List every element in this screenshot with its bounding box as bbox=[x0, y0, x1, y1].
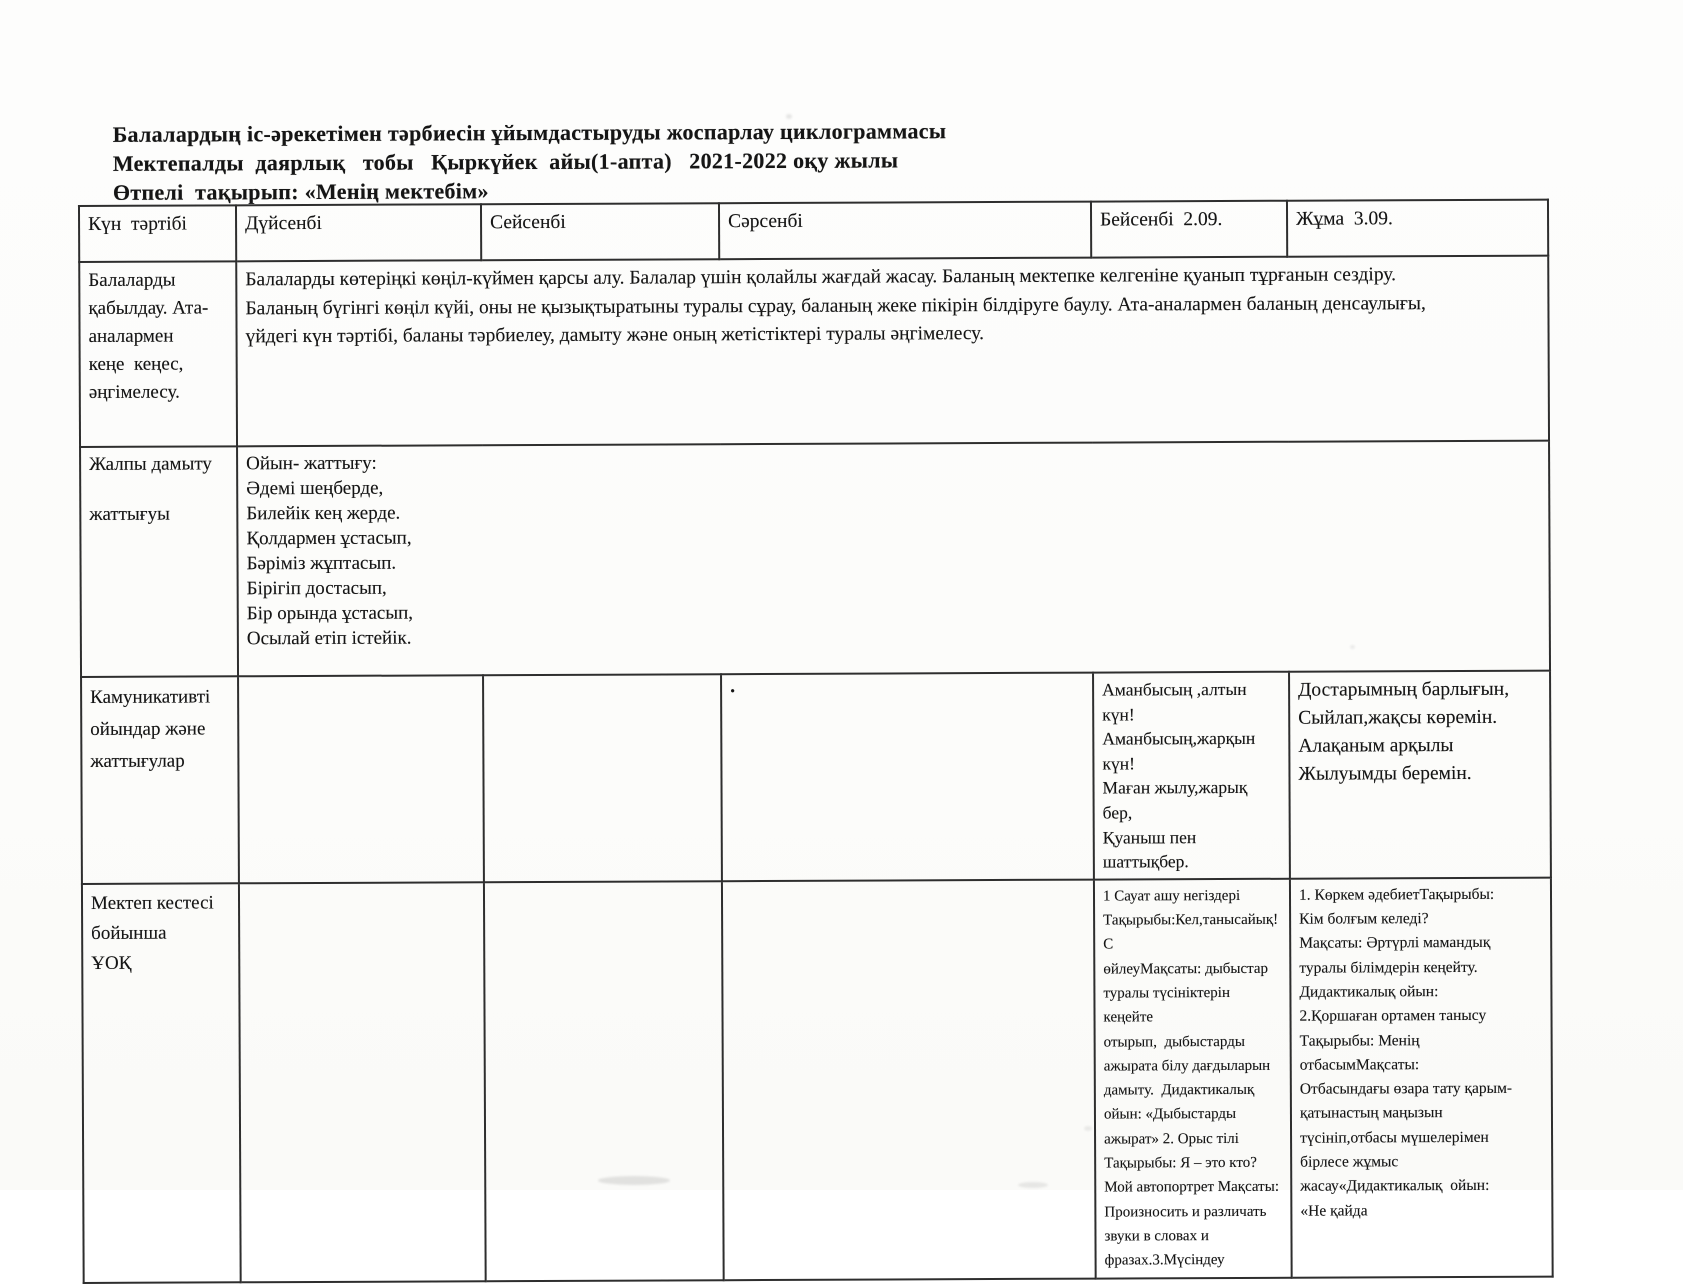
row3-label: Камуникативті ойындар және жаттығулар bbox=[81, 676, 239, 883]
row4-tuesday-cell bbox=[484, 881, 724, 1281]
stray-dot-mark: . bbox=[730, 675, 736, 698]
table-row-reception bbox=[79, 256, 1549, 447]
row4-wednesday-cell bbox=[722, 879, 1096, 1279]
row3-tuesday-cell bbox=[483, 674, 722, 882]
header-monday: Дүйсенбі bbox=[236, 204, 481, 261]
document-title: Балалардың іс-әрекетімен тәрбиесін ұйымдастыруды жоспарлау циклограммасы Мектепалды даярлық тобы Қыркүйек айы(1-апта) 2021-2022 оқу жылы Өтпелі тақырып: «Менің мектебім» bbox=[112, 118, 947, 205]
scan-speckle bbox=[1018, 1182, 1048, 1188]
scan-speckle bbox=[598, 1176, 670, 1185]
table-row-exercise bbox=[80, 441, 1550, 677]
row3-wednesday-cell bbox=[721, 673, 1094, 881]
row3-thursday-cell: Аманбысың ,алтын күн! Аманбысың,жарқын күн! Маған жылу,жарық бер, Қуаныш пен шаттықбер. bbox=[1093, 672, 1290, 880]
row3-monday-cell bbox=[238, 675, 484, 883]
table-header-row bbox=[79, 200, 1548, 262]
cyclogram-table bbox=[78, 199, 1554, 1284]
row4-monday-cell bbox=[239, 882, 486, 1282]
scan-speckle bbox=[1350, 645, 1355, 649]
row4-label: Мектеп кестесі бойынша ҰОҚ bbox=[82, 883, 241, 1282]
row2-content: Ойын- жаттығу: Әдемі шеңберде, Билейік кең жерде. Қолдармен ұстасып, Бәріміз жұптасып. Бірігіп достасып, Бір орында ұстасып, Осылай етіп істейік. bbox=[237, 441, 1550, 677]
row4-thursday-cell: 1 Сауат ашу негіздері Тақырыбы:Кел,танысайық!С өйлеуМақсаты: дыбыстар туралы түсініктерін кеңейте отырып, дыбыстарды ажырата білу дағдыларын дамыту. Дидактикалық ойын: «Дыбыстарды ажырат» 2. Орыс тілі Тақырыбы: Я – это кто? Мой автопортрет Мақсаты: Произносить и различать звуки в словах и фразах.3.Мүсіндеу bbox=[1094, 878, 1292, 1278]
header-thursday: Бейсенбі 2.09. bbox=[1091, 201, 1287, 258]
row3-friday-cell: Достарымның барлығын, Сыйлап,жақсы көремін. Алақаным арқылы Жылуымды беремін. bbox=[1289, 671, 1551, 879]
table-row-communicative-games bbox=[81, 671, 1551, 884]
header-day-schedule: Күн тәртібі bbox=[79, 205, 236, 262]
row4-friday-cell: 1. Көркем әдебиетТақырыбы: Кім болғым келеді? Мақсаты: Әртүрлі мамандық туралы білімдерін кеңейту. Дидактикалық ойын: 2.Қоршаған ортамен танысу Тақырыбы: Менің отбасымМақсаты: Отбасындағы өзара тату қарым- қатынастың маңызын түсініп,отбасы мүшелерімен бірлесе жұмыс жасау«Дидактикалық ойын: «Не қайда bbox=[1290, 877, 1553, 1277]
header-tuesday: Сейсенбі bbox=[481, 203, 719, 260]
scan-speckle bbox=[1084, 1126, 1092, 1131]
row1-content: Балаларды көтеріңкі көңіл-күймен қарсы алу. Балалар үшін қолайлы жағдай жасау. Баланың мектепке келгеніне қуанып тұрғанын сездіру. Баланың бүгінгі көңіл күйі, оны не қызықтыратыны туралы сұрау, баланың жеке пікірін білдіруге баулу. Ата-аналармен баланың денсаулығы, үйдегі күн тәртібі, баланы тәрбиелеу, дамыту және оның жетістіктері туралы әңгімелесу. bbox=[236, 256, 1549, 447]
scan-speckle bbox=[786, 114, 792, 119]
row1-label: Балаларды қабылдау. Ата- аналармен кеңе кеңес, әңгімелесу. bbox=[79, 261, 237, 447]
header-wednesday: Сәрсенбі bbox=[719, 202, 1091, 260]
row2-label: Жалпы дамыту жаттығуы bbox=[80, 446, 238, 677]
header-friday: Жұма 3.09. bbox=[1287, 200, 1548, 257]
table-row-school-schedule bbox=[82, 877, 1553, 1282]
